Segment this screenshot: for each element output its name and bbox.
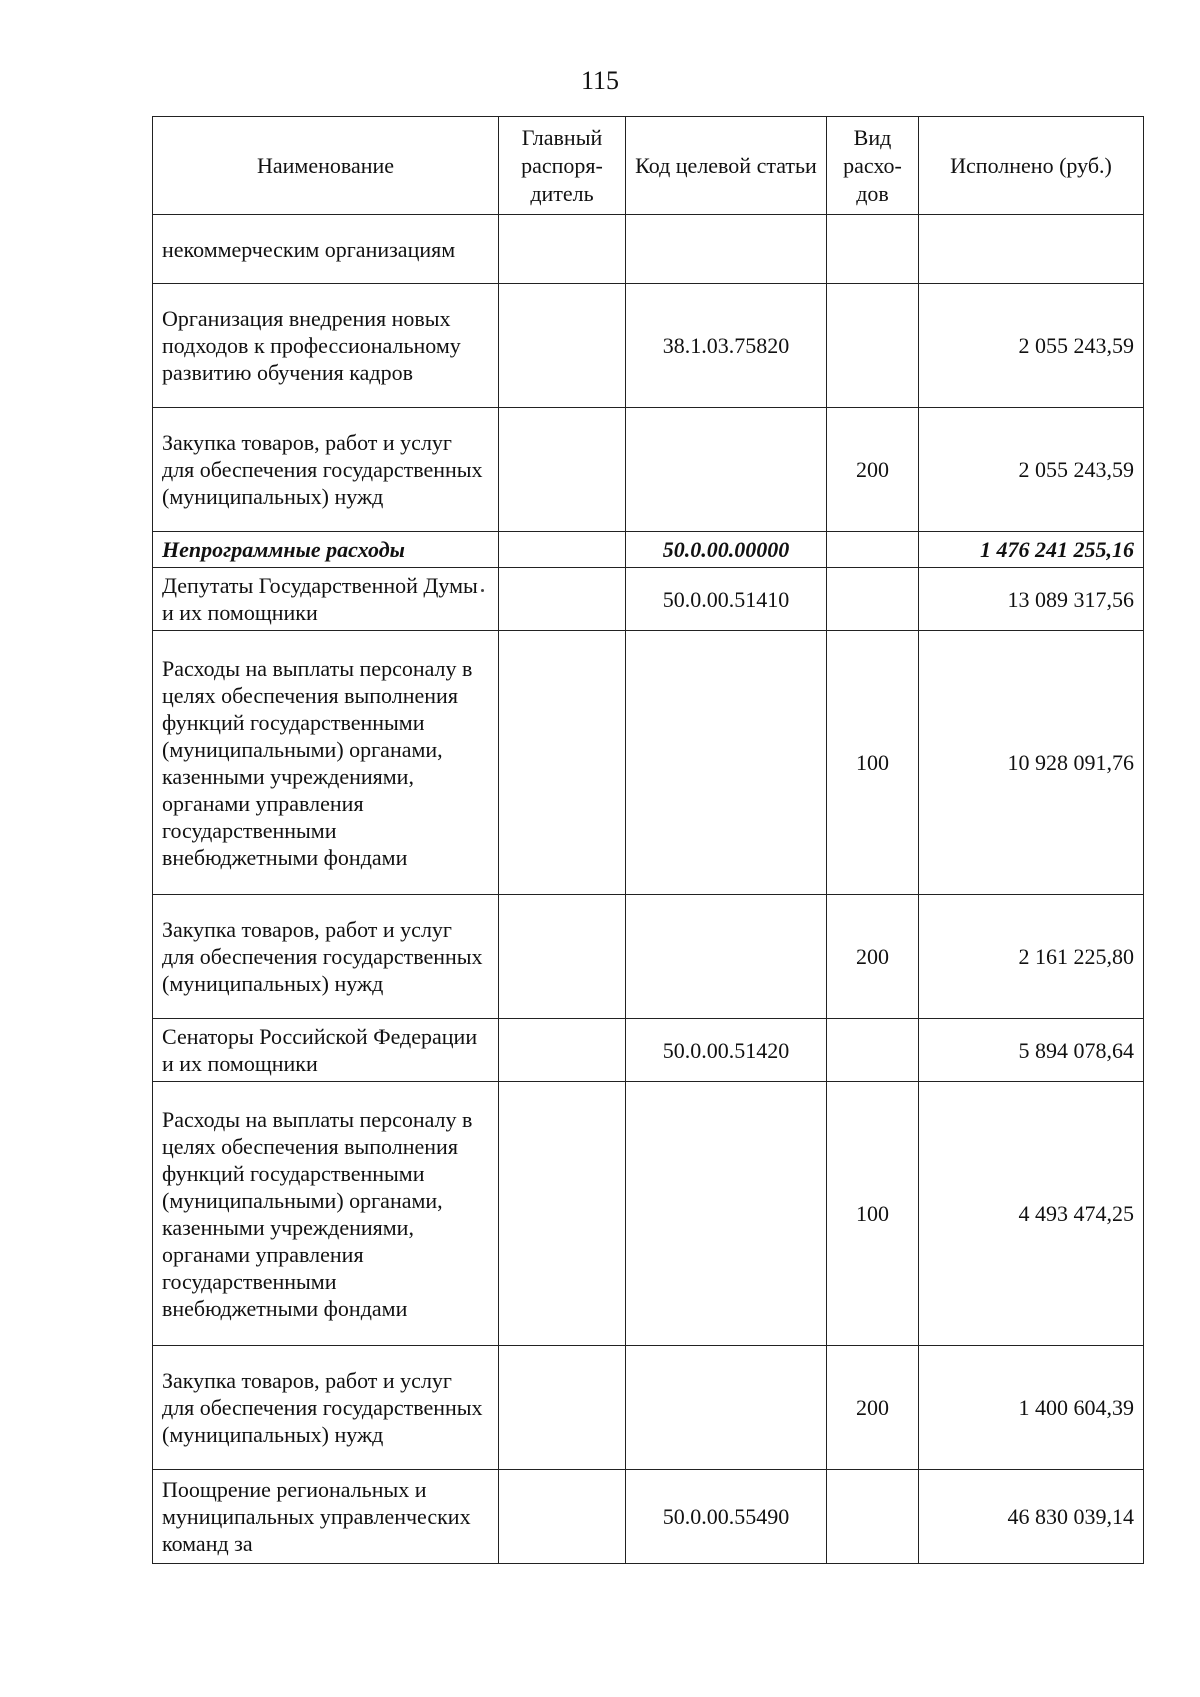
header-name: Наименование <box>153 117 499 215</box>
cell-manager <box>499 1346 626 1470</box>
scan-dot <box>481 589 484 592</box>
cell-amount: 5 894 078,64 <box>919 1019 1144 1082</box>
cell-kind <box>827 532 919 568</box>
cell-manager <box>499 408 626 532</box>
cell-name: Закупка товаров, работ и услуг для обеспечения государственных (муниципальных) нужд <box>153 408 499 532</box>
page-number: 115 <box>580 66 620 95</box>
cell-amount <box>919 215 1144 284</box>
cell-kind <box>827 284 919 408</box>
table-row <box>153 532 1144 568</box>
cell-code <box>626 1346 827 1470</box>
cell-name: Поощрение региональных и муниципальных управленческих команд за <box>153 1470 499 1564</box>
table-row <box>153 895 1144 1019</box>
cell-code <box>626 631 827 895</box>
cell-code <box>626 1082 827 1346</box>
table-header-row <box>153 117 1144 215</box>
cell-kind: 100 <box>827 631 919 895</box>
cell-amount: 1 400 604,39 <box>919 1346 1144 1470</box>
cell-name: Непрограммные расходы <box>153 532 499 568</box>
budget-table <box>152 116 1144 1564</box>
cell-manager <box>499 1082 626 1346</box>
cell-manager <box>499 1470 626 1564</box>
table-row <box>153 284 1144 408</box>
cell-code: 38.1.03.75820 <box>626 284 827 408</box>
table-row <box>153 215 1144 284</box>
cell-code: 50.0.00.51410 <box>626 568 827 631</box>
cell-name: Организация внедрения новых подходов к профессиональному развитию обучения кадров <box>153 284 499 408</box>
cell-amount: 2 055 243,59 <box>919 284 1144 408</box>
cell-code: 50.0.00.51420 <box>626 1019 827 1082</box>
header-kind: Вид расхо-дов <box>827 117 919 215</box>
cell-amount: 1 476 241 255,16 <box>919 532 1144 568</box>
cell-code <box>626 408 827 532</box>
cell-amount: 13 089 317,56 <box>919 568 1144 631</box>
table-row <box>153 631 1144 895</box>
cell-amount: 10 928 091,76 <box>919 631 1144 895</box>
cell-code: 50.0.00.55490 <box>626 1470 827 1564</box>
cell-name: Сенаторы Российской Федерации и их помощники <box>153 1019 499 1082</box>
cell-amount: 2 161 225,80 <box>919 895 1144 1019</box>
cell-name: некоммерческим организациям <box>153 215 499 284</box>
table-body <box>153 215 1144 1564</box>
cell-name: Закупка товаров, работ и услуг для обеспечения государственных (муниципальных) нужд <box>153 895 499 1019</box>
header-manager: Главный распоря-дитель <box>499 117 626 215</box>
cell-kind: 200 <box>827 1346 919 1470</box>
cell-manager <box>499 532 626 568</box>
cell-kind: 200 <box>827 895 919 1019</box>
cell-name: Депутаты Государственной Думы и их помощники <box>153 568 499 631</box>
header-code: Код целевой статьи <box>626 117 827 215</box>
cell-manager <box>499 1019 626 1082</box>
cell-amount: 2 055 243,59 <box>919 408 1144 532</box>
cell-manager <box>499 568 626 631</box>
cell-manager <box>499 895 626 1019</box>
cell-manager <box>499 215 626 284</box>
table-row <box>153 1470 1144 1564</box>
table-row <box>153 1346 1144 1470</box>
cell-amount: 4 493 474,25 <box>919 1082 1144 1346</box>
cell-manager <box>499 284 626 408</box>
cell-kind <box>827 1470 919 1564</box>
header-amount: Исполнено (руб.) <box>919 117 1144 215</box>
cell-kind <box>827 215 919 284</box>
cell-name: Закупка товаров, работ и услуг для обеспечения государственных (муниципальных) нужд <box>153 1346 499 1470</box>
cell-code <box>626 895 827 1019</box>
cell-manager <box>499 631 626 895</box>
cell-code: 50.0.00.00000 <box>626 532 827 568</box>
table-row <box>153 1019 1144 1082</box>
table-row <box>153 1082 1144 1346</box>
cell-name: Расходы на выплаты персоналу в целях обеспечения выполнения функций государственными (муниципальными) органами, казенными учреждениями, органами управления государственными внебюджетными фондами <box>153 631 499 895</box>
cell-amount: 46 830 039,14 <box>919 1470 1144 1564</box>
cell-kind: 100 <box>827 1082 919 1346</box>
table-row <box>153 408 1144 532</box>
cell-kind <box>827 1019 919 1082</box>
cell-code <box>626 215 827 284</box>
table-row <box>153 568 1144 631</box>
cell-kind: 200 <box>827 408 919 532</box>
cell-kind <box>827 568 919 631</box>
cell-name: Расходы на выплаты персоналу в целях обеспечения выполнения функций государственными (муниципальными) органами, казенными учреждениями, органами управления государственными внебюджетными фондами <box>153 1082 499 1346</box>
